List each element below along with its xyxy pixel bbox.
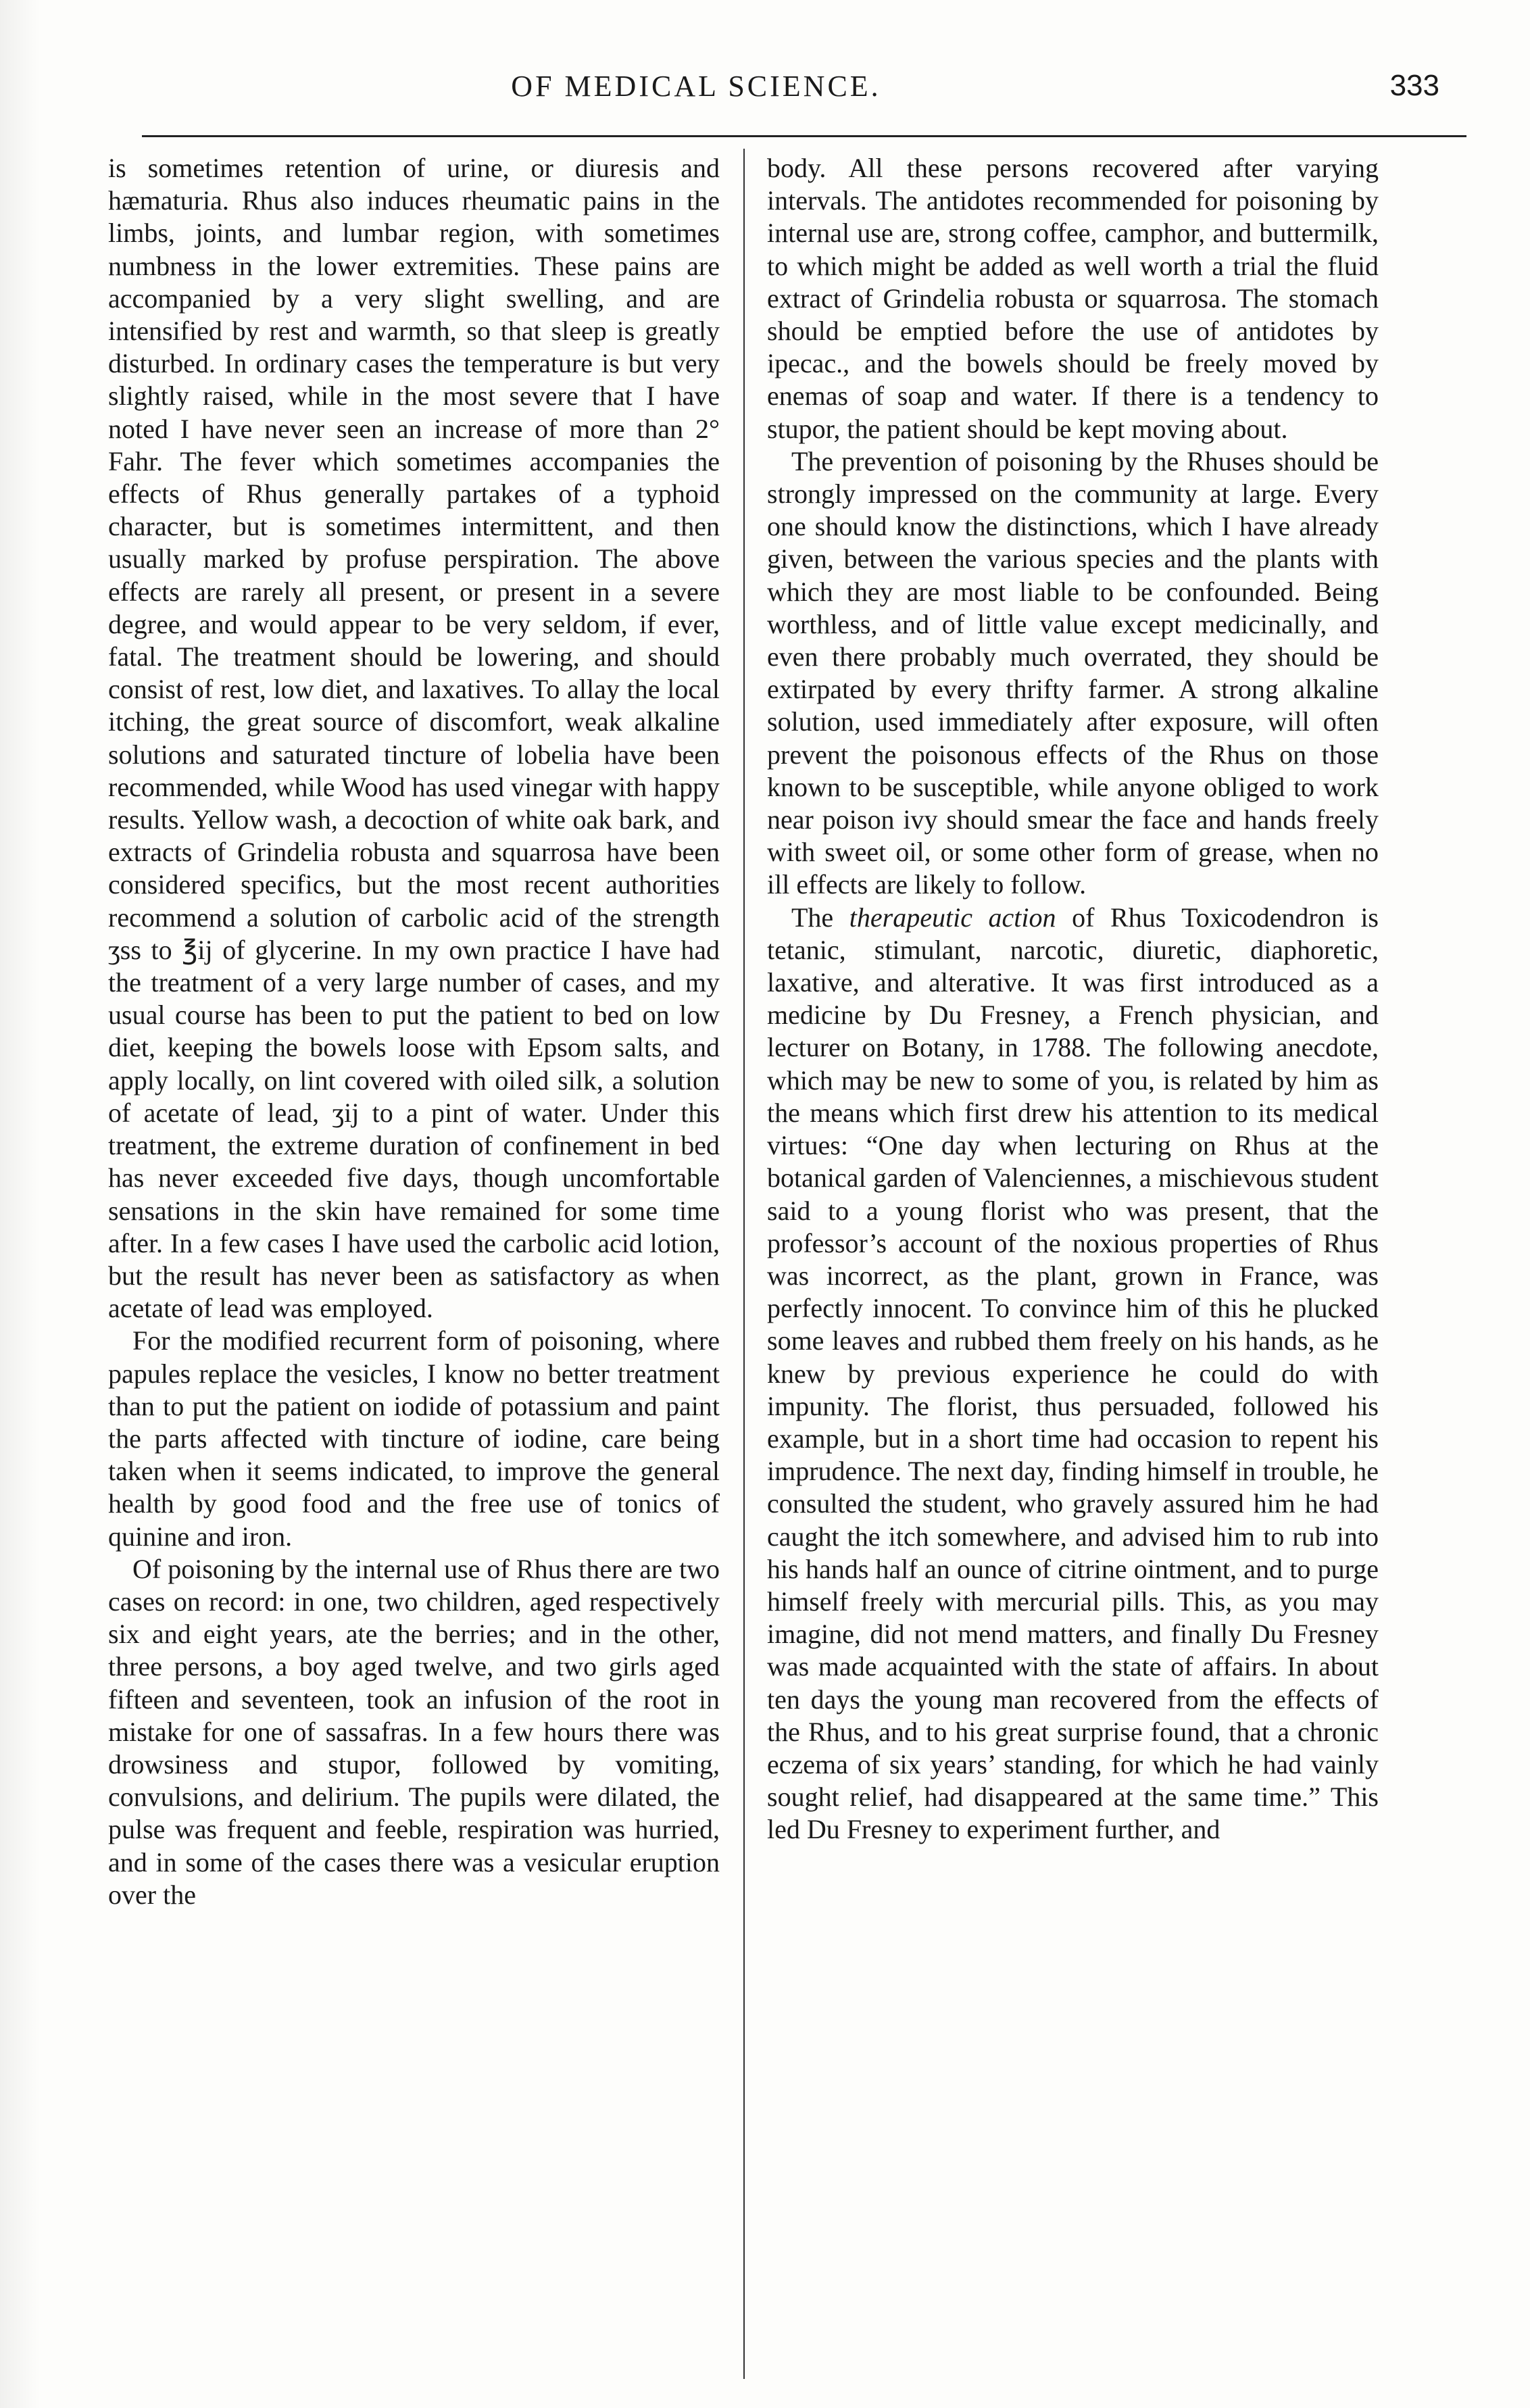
header-rule <box>142 135 1466 137</box>
left-paragraph-2: For the modified recurrent form of poisoning, where papules replace the vesicles, I know no better treatment than to put the patient on iodide of potassium and paint the parts affected with tincture of iodine, care being taken when it seems indicated, to improve the general health by good food and the free use of tonics of quinine and iron. <box>108 1325 720 1552</box>
page-number: 333 <box>1389 69 1439 102</box>
therapeutic-rest: of Rhus Toxicodendron is tetanic, stimulant, narcotic, diuretic, diaphoretic, laxative, and alterative. It was first introduced as a medicine by Du Fresney, a French physician, and lecturer on Botany, in 1788. The following anecdote, which may be new to some of you, is related by him as the means which first drew his attention to its medical virtues: “One day when lecturing on Rhus at the botanical garden of Valenciennes, a mischievous student said to a young florist who was present, that the professor’s account of the noxious properties of Rhus was incorrect, as the plant, grown in France, was perfectly innocent. To convince him of this he plucked some leaves and rubbed them freely on his hands, as he knew by previous experience he could do with impunity. The florist, thus persuaded, followed his example, but in a short time had occasion to repent his imprudence. The next day, finding himself in trouble, he consulted the student, who gravely assured him he had caught the itch somewhere, and advised him to rub into his hands half an ounce of citrine ointment, and to purge himself freely with mercurial pills. This, as you may imagine, did not mend matters, and finally Du Fresney was made acquainted with the state of affairs. In about ten days the young man recovered from the effects of the Rhus, and to his great surprise found, that a chronic eczema of six years’ standing, for which he had vainly sought relief, had disappeared at the same time.” This led Du Fresney to experiment further, and <box>767 902 1379 1845</box>
scan-edge-shading <box>0 0 41 2408</box>
running-head <box>135 62 1460 109</box>
running-title: OF MEDICAL SCIENCE. <box>511 70 881 103</box>
left-paragraph-1: is sometimes retention of urine, or diuresis and hæmaturia. Rhus also induces rheumatic pains in the limbs, joints, and lumbar region, with sometimes numbness in the lower extremities. These pains are accompanied by a very slight swelling, and are intensified by rest and warmth, so that sleep is greatly disturbed. In ordinary cases the temperature is but very slightly raised, while in the most severe that I have noted I have never seen an increase of more than 2° Fahr. The fever which sometimes accompanies the effects of Rhus generally partakes of a typhoid character, but is sometimes intermittent, and then usually marked by profuse perspiration. The above effects are rarely all present, or present in a severe degree, and would appear to be very seldom, if ever, fatal. The treatment should be lowering, and should consist of rest, low diet, and laxatives. To allay the local itching, the great source of discomfort, weak alkaline solutions and saturated tincture of lobelia have been recommended, while Wood has used vinegar with happy results. Yellow wash, a decoction of white oak bark, and extracts of Grindelia robusta and squarrosa have been considered specifics, but the most recent authorities recommend a solution of carbolic acid of the strength ʒss to ℥ij of glycerine. In my own practice I have had the treatment of a very large number of cases, and my usual course has been to put the patient to bed on low diet, keeping the bowels loose with Epsom salts, and apply locally, on lint covered with oiled silk, a solution of acetate of lead, ʒij to a pint of water. Under this treatment, the extreme duration of confinement in bed has never exceeded five days, though uncomfortable sensations in the skin have remained for some time after. In a few cases I have used the carbolic acid lotion, but the result has never been as satisfactory as when acetate of lead was employed. <box>108 153 720 1324</box>
therapeutic-lead: The <box>791 902 849 933</box>
right-column <box>767 152 1379 1846</box>
right-paragraph-3 <box>767 902 1379 1846</box>
left-paragraph-3: Of poisoning by the internal use of Rhus there are two cases on record: in one, two children, aged respectively six and eight years, ate the berries; and in the other, three persons, a boy aged twelve, and two girls aged fifteen and seventeen, took an infusion of the root in mistake for one of sassafras. In a few hours there was drowsiness and stupor, followed by vomiting, convulsions, and delirium. The pupils were dilated, the pulse was frequent and feeble, respiration was hurried, and in some of the cases there was a vesicular eruption over the <box>108 1553 720 1910</box>
right-paragraph-2: The prevention of poisoning by the Rhuses should be strongly impressed on the community at large. Every one should know the distinctions, which I have already given, between the various species and the plants with which they are most liable to be confounded. Being worthless, and of little value except medicinally, and even there probably much overrated, they should be extirpated by every thrifty farmer. A strong alkaline solution, used immediately after exposure, will often prevent the poisonous effects of the Rhus on those known to be susceptible, while anyone obliged to work near poison ivy should smear the face and hands freely with sweet oil, or some other form of grease, when no ill effects are likely to follow. <box>767 445 1379 900</box>
therapeutic-action-italic: therapeutic action <box>849 902 1056 933</box>
column-divider <box>743 149 745 2379</box>
right-paragraph-1: body. All these persons recovered after varying intervals. The antidotes recommended for poisoning by internal use are, strong coffee, camphor, and buttermilk, to which might be added as well worth a trial the fluid extract of Grindelia robusta or squarrosa. The stomach should be emptied before the use of antidotes by ipecac., and the bowels should be freely moved by enemas of soap and water. If there is a tendency to stupor, the patient should be kept moving about. <box>767 153 1379 444</box>
left-column <box>108 152 720 1911</box>
